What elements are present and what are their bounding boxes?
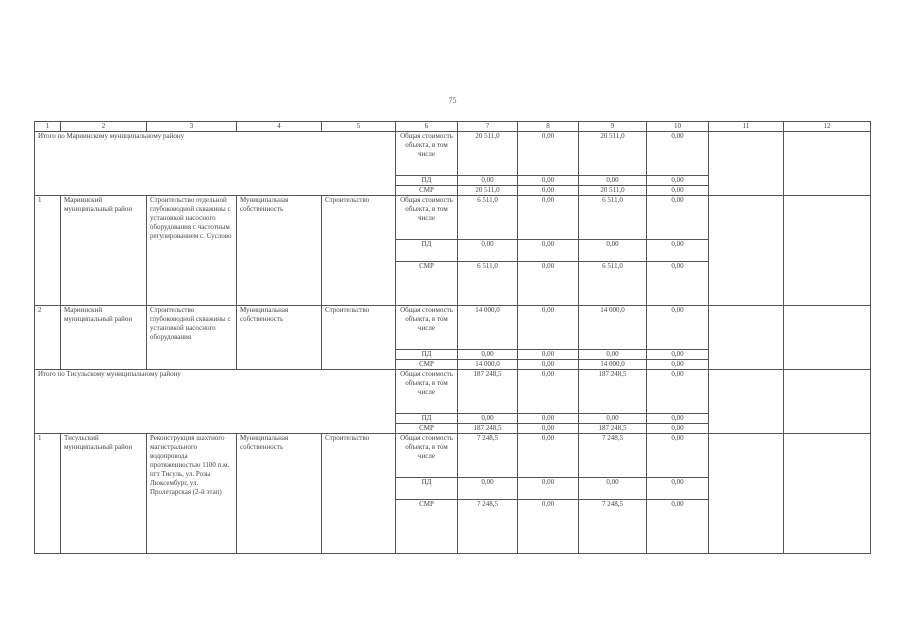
value-cell: 0,00 — [518, 240, 579, 262]
value-cell: 14 000,0 — [579, 306, 647, 350]
cost-type-cell: Общая стоимость объекта, в том числе — [396, 434, 458, 478]
value-cell: 20 511,0 — [458, 186, 518, 196]
value-cell: 0,00 — [518, 414, 579, 424]
column-header: 11 — [709, 122, 784, 132]
value-cell: 14 000,0 — [458, 360, 518, 370]
value-cell: 6 511,0 — [458, 262, 518, 306]
value-cell: 6 511,0 — [579, 262, 647, 306]
column-header: 8 — [518, 122, 579, 132]
table-row — [35, 434, 871, 478]
work-type-cell: Строительство — [322, 196, 396, 306]
value-cell: 6 511,0 — [458, 196, 518, 240]
value-cell: 0,00 — [518, 306, 579, 350]
page-number: 75 — [448, 96, 457, 105]
cost-type-cell: СМР — [396, 424, 458, 434]
object-name-cell: Строительство глубоководной скважины с установкой насосного оборудования — [147, 306, 237, 370]
value-cell: 0,00 — [458, 414, 518, 424]
value-cell: 0,00 — [579, 176, 647, 186]
column-header: 1 — [35, 122, 61, 132]
value-cell: 7 248,5 — [579, 500, 647, 554]
table-row — [35, 370, 871, 414]
cost-type-cell: Общая стоимость объекта, в том числе — [396, 306, 458, 350]
value-cell: 0,00 — [579, 414, 647, 424]
value-cell: 20 511,0 — [579, 186, 647, 196]
value-cell: 0,00 — [647, 434, 709, 478]
cost-type-cell: ПД — [396, 478, 458, 500]
value-cell: 0,00 — [518, 434, 579, 478]
item-number: 1 — [35, 196, 61, 306]
table-row — [35, 132, 871, 176]
cost-type-cell: ПД — [396, 414, 458, 424]
value-cell: 0,00 — [518, 186, 579, 196]
value-cell: 20 511,0 — [458, 132, 518, 176]
cost-type-cell: ПД — [396, 176, 458, 186]
column-number-row — [35, 122, 871, 132]
ownership-cell: Муниципальная собственность — [237, 306, 322, 370]
investment-table — [34, 121, 871, 554]
value-cell: 7 248,5 — [579, 434, 647, 478]
empty-cell — [784, 132, 871, 196]
value-cell: 0,00 — [647, 262, 709, 306]
cost-type-cell: Общая стоимость объекта, в том числе — [396, 132, 458, 176]
cost-type-cell: СМР — [396, 360, 458, 370]
value-cell: 187 248,5 — [458, 370, 518, 414]
value-cell: 0,00 — [518, 132, 579, 176]
column-header: 10 — [647, 122, 709, 132]
value-cell: 0,00 — [458, 240, 518, 262]
value-cell: 0,00 — [647, 306, 709, 350]
value-cell: 187 248,5 — [579, 370, 647, 414]
ownership-cell: Муниципальная собственность — [237, 196, 322, 306]
cost-type-cell: Общая стоимость объекта, в том числе — [396, 370, 458, 414]
cost-type-cell: СМР — [396, 186, 458, 196]
column-header: 9 — [579, 122, 647, 132]
value-cell: 187 248,5 — [579, 424, 647, 434]
value-cell: 0,00 — [579, 478, 647, 500]
empty-cell — [709, 370, 784, 434]
object-name-cell: Реконструкция шахтного магистрального водопровода протяженностью 1100 п.м. пгт Тисуль, ул. Розы Люксембург, ул. Пролетарская (2-й этап) — [147, 434, 237, 554]
value-cell: 0,00 — [647, 240, 709, 262]
value-cell: 0,00 — [579, 350, 647, 360]
empty-cell — [709, 132, 784, 196]
value-cell: 0,00 — [647, 424, 709, 434]
value-cell: 0,00 — [647, 478, 709, 500]
value-cell: 0,00 — [647, 176, 709, 186]
cost-type-cell: ПД — [396, 240, 458, 262]
work-type-cell: Строительство — [322, 434, 396, 554]
value-cell: 0,00 — [647, 186, 709, 196]
value-cell: 7 248,5 — [458, 434, 518, 478]
empty-cell — [709, 434, 784, 554]
value-cell: 0,00 — [518, 478, 579, 500]
cost-type-cell: СМР — [396, 500, 458, 554]
value-cell: 0,00 — [647, 414, 709, 424]
value-cell: 0,00 — [647, 196, 709, 240]
column-header: 5 — [322, 122, 396, 132]
value-cell: 0,00 — [518, 370, 579, 414]
value-cell: 0,00 — [647, 370, 709, 414]
value-cell: 0,00 — [518, 262, 579, 306]
value-cell: 14 000,0 — [458, 306, 518, 350]
cost-type-cell: Общая стоимость объекта, в том числе — [396, 196, 458, 240]
value-cell: 7 248,5 — [458, 500, 518, 554]
district-cell: Тисульский муниципальный район — [61, 434, 147, 554]
column-header: 2 — [61, 122, 147, 132]
column-header: 7 — [458, 122, 518, 132]
value-cell: 0,00 — [647, 360, 709, 370]
value-cell: 187 248,5 — [458, 424, 518, 434]
value-cell: 0,00 — [518, 424, 579, 434]
empty-cell — [784, 196, 871, 306]
column-header: 12 — [784, 122, 871, 132]
column-header: 3 — [147, 122, 237, 132]
cost-type-cell: СМР — [396, 262, 458, 306]
district-total-label: Итого по Мариинскому муниципальному району — [35, 132, 396, 196]
value-cell: 6 511,0 — [579, 196, 647, 240]
cost-type-cell: ПД — [396, 350, 458, 360]
empty-cell — [784, 370, 871, 434]
value-cell: 0,00 — [647, 132, 709, 176]
value-cell: 0,00 — [518, 500, 579, 554]
table-row — [35, 196, 871, 240]
column-header: 4 — [237, 122, 322, 132]
value-cell: 0,00 — [458, 478, 518, 500]
value-cell: 0,00 — [518, 360, 579, 370]
item-number: 2 — [35, 306, 61, 370]
value-cell: 0,00 — [458, 176, 518, 186]
district-total-label: Итого по Тисульскому муниципальному району — [35, 370, 396, 434]
value-cell: 0,00 — [518, 350, 579, 360]
empty-cell — [709, 306, 784, 370]
object-name-cell: Строительство отдельной глубоководной скважины с установкой насосного оборудования с частотным регулированием с. Сусловo — [147, 196, 237, 306]
column-header: 6 — [396, 122, 458, 132]
value-cell: 0,00 — [579, 240, 647, 262]
value-cell: 0,00 — [647, 350, 709, 360]
district-cell: Мариинский муниципальный район — [61, 306, 147, 370]
item-number: 1 — [35, 434, 61, 554]
value-cell: 0,00 — [518, 196, 579, 240]
empty-cell — [709, 196, 784, 306]
value-cell: 14 000,0 — [579, 360, 647, 370]
table-row — [35, 306, 871, 350]
work-type-cell: Строительство — [322, 306, 396, 370]
empty-cell — [784, 434, 871, 554]
value-cell: 0,00 — [647, 500, 709, 554]
value-cell: 0,00 — [458, 350, 518, 360]
value-cell: 0,00 — [518, 176, 579, 186]
district-cell: Мариинский муниципальный район — [61, 196, 147, 306]
empty-cell — [784, 306, 871, 370]
value-cell: 20 511,0 — [579, 132, 647, 176]
ownership-cell: Муниципальная собственность — [237, 434, 322, 554]
